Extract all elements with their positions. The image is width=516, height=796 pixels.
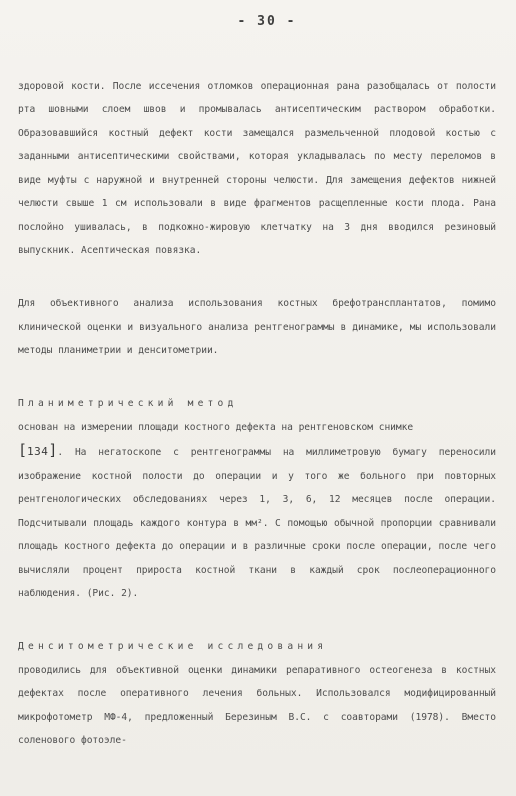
section-heading-planimetry: Планиметрический метод <box>18 398 238 409</box>
section-heading-densitometry: Денситометрические исследования <box>18 641 328 652</box>
paragraph-text-continued: . На негатоскопе с рентгенограммы на миллиметровую бумагу переносили изображение костной полости до операции и у того же больного при повторных рентгенологических обследованиях через 1, 3, 6, 12 месяцев после операции. Подсчитывали площадь каждого контура в мм². С помощью обычной пропорции сравнивали площадь костного дефекта до операции и в различные сроки после операции, после чего вычисляли процент прироста костной ткани в каждый срок послеоперационного наблюдения. (Рис. 2). <box>18 447 496 599</box>
paragraph-objective-analysis <box>18 269 496 363</box>
reference-open-bracket: [ <box>18 441 27 459</box>
paragraph-text: здоровой кости. После иссечения отломков операционная рана разобщалась от полости рта шовными слоем швов и промывалась антисептическим раствором обработки. Образовавшийся костный дефект кости замещался размельченной плодовой костью с заданными антисептическими свойствами, которая укладывалась по месту переломов в виде муфты с наружной и внутренней стороны челюсти. Для замещения дефектов нижней челюсти свыше 1 см использовали в виде фрагментов расщепленные кости плода. Рана послойно ушивалась, в подкожно-жировую клетчатку на 3 дня вводился резиновый выпускник. Асептическая повязка. <box>18 80 496 256</box>
reference-number: 134 <box>26 445 49 458</box>
paragraph-bone-replacement <box>18 51 496 263</box>
paragraph-text: основан на измерении площади костного дефекта на рентгеновском снимке <box>18 421 414 433</box>
paragraph-text: Для объективного анализа использования костных брефотрансплантатов, помимо клинической оценки и визуального анализа рентгенограммы в динамике, мы использовали методы планиметрии и денситометрии. <box>18 298 496 356</box>
paragraph-text: проводились для объективной оценки динамики репаративного остеогенеза в костных дефектах после оперативного лечения больных. Использовался модифицированный микрофотометр МФ-4, предложенный Березиным В.С. с соавторами (1978). Вместо соленового фотоэле- <box>18 664 496 746</box>
paragraph-planimetry <box>18 369 496 606</box>
page-number: - 30 - <box>237 14 297 29</box>
reference-close-bracket: ] <box>48 441 58 459</box>
paragraph-densitometry <box>18 612 496 753</box>
